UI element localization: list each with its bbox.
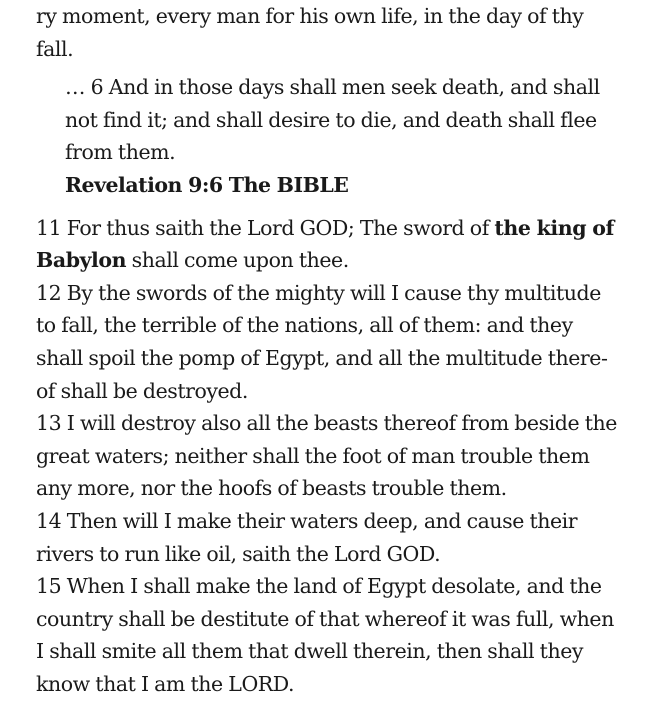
verse-11 — [36, 212, 642, 277]
verse-text: 11 For thus saith the Lord GOD; The sword of — [36, 215, 495, 240]
verse-line: 15 When I shall make the land of Egypt desolate, and the — [36, 574, 602, 599]
verse-line: shall spoil the pomp of Egypt, and all the multitude there- — [36, 345, 608, 370]
verse-line: to fall, the terrible of the nations, all of them: and they — [36, 313, 573, 338]
verse-line: rivers to run like oil, saith the Lord GOD. — [36, 541, 441, 566]
text-line: ry moment, every man for his own life, in the day of thy — [36, 4, 584, 28]
verse-line: 12 By the swords of the mighty will I cause thy multitude — [36, 280, 601, 305]
emphasis-text: Babylon — [36, 248, 127, 273]
quote-line: from them. — [65, 140, 176, 165]
intro-paragraph — [36, 0, 642, 65]
verse-line: 14 Then will I make their waters deep, and cause their — [36, 508, 578, 533]
verse-line: country shall be destitute of that whereof it was full, when — [36, 606, 614, 631]
verse-line — [36, 212, 642, 245]
quote-line: not find it; and shall desire to die, and death shall flee — [65, 107, 597, 132]
verse-text: shall come upon thee. — [126, 248, 349, 273]
verses-block — [36, 212, 642, 701]
verse-line: I shall smite all them that dwell therein, then shall they — [36, 639, 584, 664]
block-quote — [36, 71, 642, 201]
verse-13 — [36, 407, 642, 505]
verse-line: 13 I will destroy also all the beasts thereof from beside the — [36, 411, 617, 436]
verse-12 — [36, 277, 642, 407]
verse-line: of shall be destroyed. — [36, 378, 248, 403]
verse-line: know that I am the LORD. — [36, 671, 295, 696]
document-page — [36, 0, 642, 700]
verse-15 — [36, 570, 642, 700]
quote-citation: Revelation 9:6 The BIBLE — [65, 172, 349, 197]
emphasis-text: the king of — [494, 215, 614, 240]
verse-line: any more, nor the hoofs of beasts trouble them. — [36, 476, 507, 501]
verse-line: great waters; neither shall the foot of man trouble them — [36, 443, 590, 468]
quote-line: … 6 And in those days shall men seek death, and shall — [65, 75, 600, 100]
verse-14 — [36, 505, 642, 570]
verse-line — [36, 244, 642, 277]
text-line: fall. — [36, 36, 74, 61]
